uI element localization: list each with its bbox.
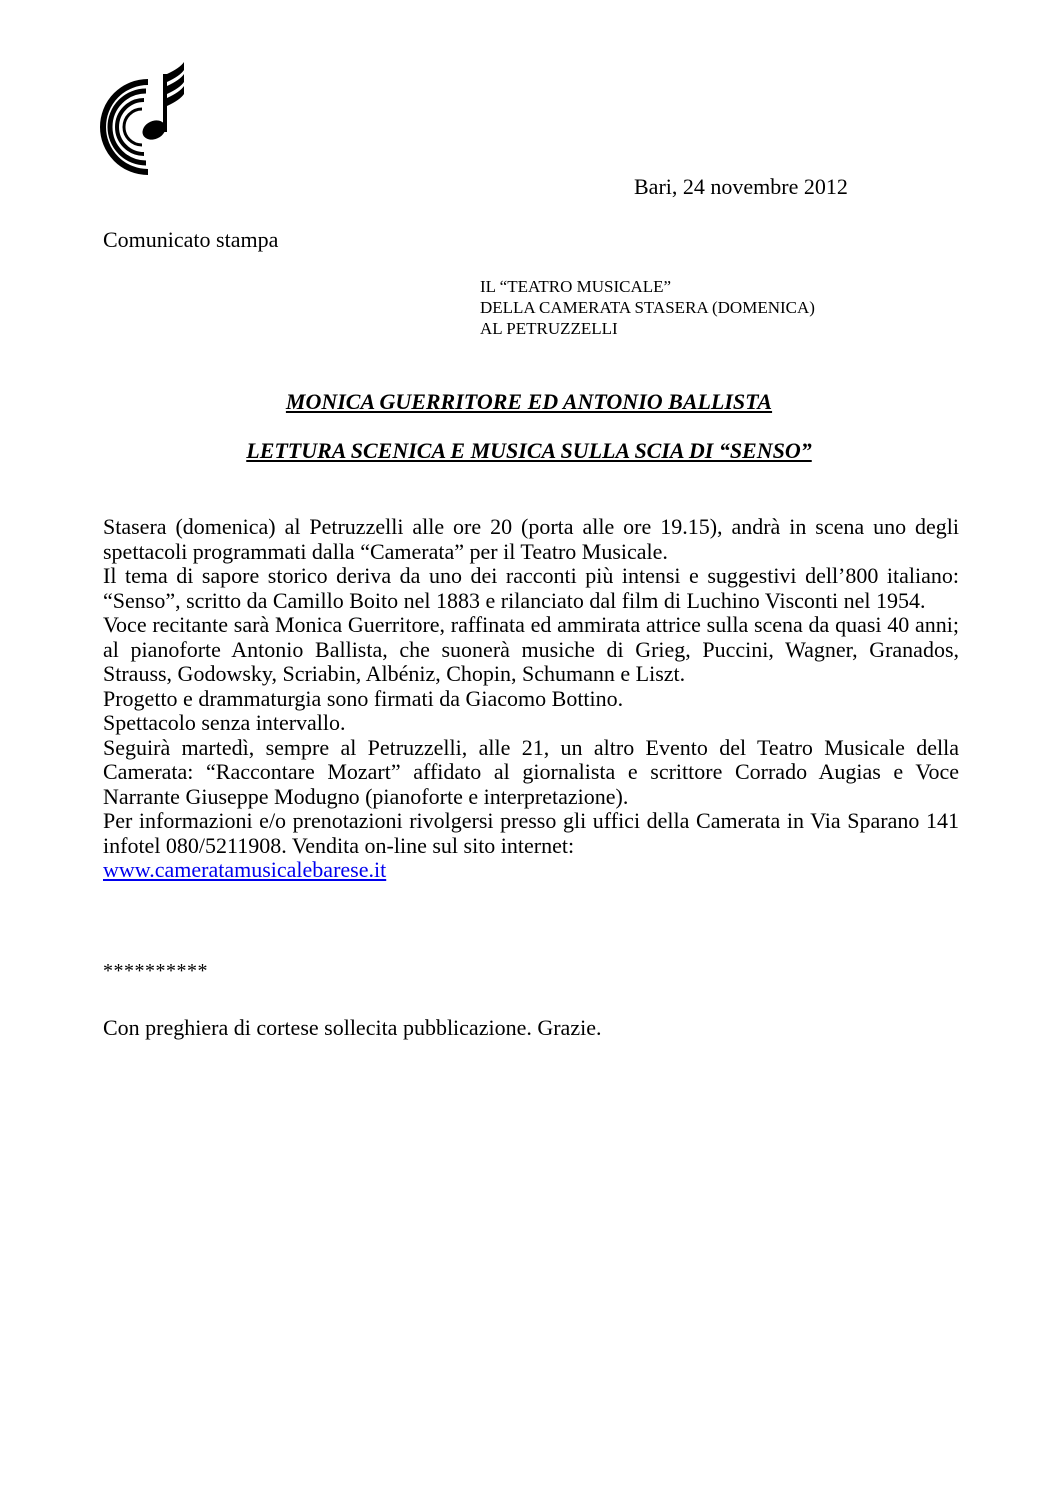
headline-subtitle: LETTURA SCENICA E MUSICA SULLA SCIA DI “SENSO” (246, 438, 812, 463)
body-paragraph: Il tema di sapore storico deriva da uno dei racconti più intensi e suggestivi dell’800 italiano: “Senso”, scritto da Camillo Boito nel 1883 e rilanciato dal film di Luchino Visconti nel 1954. (103, 563, 959, 613)
closing-note: Con preghiera di cortese sollecita pubblicazione. Grazie. (103, 1015, 602, 1040)
headline-title: MONICA GUERRITORE ED ANTONIO BALLISTA (285, 389, 773, 414)
body-paragraph: Voce recitante sarà Monica Guerritore, raffinata ed ammirata attrice sulla scena da quasi 40 anni; al pianoforte Antonio Ballista, che suonerà musiche di Grieg, Puccini, Wagner, Granados, Strauss, Godowsky, Scriabin, Albéniz, Chopin, Schumann e Liszt. (103, 612, 959, 686)
document-type-label: Comunicato stampa (103, 227, 279, 252)
subheading-line: DELLA CAMERATA STASERA (DOMENICA) (480, 298, 815, 317)
body-paragraph: Spettacolo senza intervallo. (103, 710, 346, 735)
separator-stars: ********** (103, 960, 208, 982)
body-paragraph: Seguirà martedì, sempre al Petruzzelli, alle 21, un altro Evento del Teatro Musicale della Camerata: “Raccontare Mozart” affidato al giornalista e scrittore Corrado Augias e Voce Narrante Giuseppe Modugno (pianoforte e interpretazione). (103, 734, 959, 809)
press-release-body (103, 515, 959, 883)
subheading-line: AL PETRUZZELLI (480, 319, 618, 338)
website-link-row (103, 858, 959, 883)
body-paragraph: Progetto e drammaturgia sono firmati da Giacomo Bottino. (103, 685, 624, 711)
website-link[interactable]: www.cameratamusicalebarese.it (103, 857, 387, 882)
subheading-block (480, 276, 815, 339)
body-paragraph: Stasera (domenica) al Petruzzelli alle ore 20 (porta alle ore 19.15), andrà in scena uno degli spettacoli programmati dalla “Camerata” per il Teatro Musicale. (103, 514, 959, 564)
camerata-logo-icon (84, 60, 190, 180)
body-paragraph: Per informazioni e/o prenotazioni rivolgersi presso gli uffici della Camerata in Via Sparano 141 infotel 080/5211908. Vendita on-line sul sito internet: (103, 808, 959, 858)
subheading-line: IL “TEATRO MUSICALE” (480, 277, 672, 296)
document-date: Bari, 24 novembre 2012 (634, 174, 848, 199)
